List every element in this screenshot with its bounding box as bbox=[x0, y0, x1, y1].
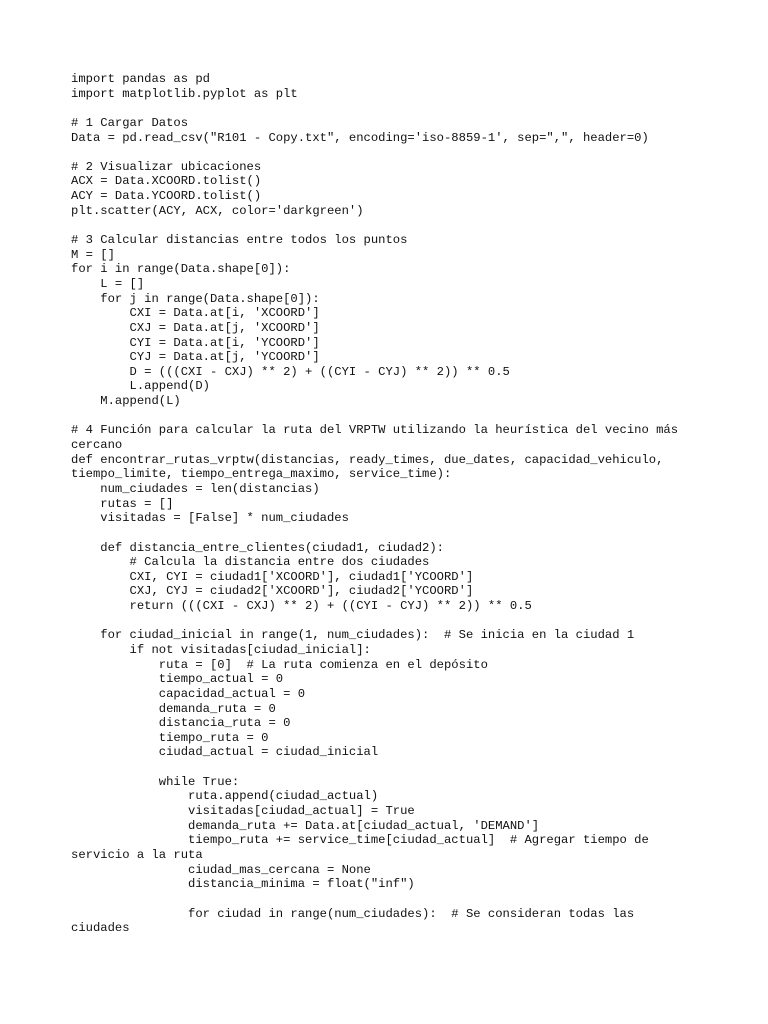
code-line: tiempo_actual = 0 bbox=[71, 672, 284, 687]
code-line: rutas = [] bbox=[71, 496, 174, 511]
code-line: distancia_ruta = 0 bbox=[71, 716, 291, 731]
code-line: ACY = Data.YCOORD.tolist() bbox=[71, 189, 262, 204]
code-line: plt.scatter(ACY, ACX, color='darkgreen') bbox=[71, 203, 364, 218]
code-line: def distancia_entre_clientes(ciudad1, ciudad2): bbox=[71, 540, 444, 555]
code-line: distancia_minima = float("inf") bbox=[71, 877, 415, 892]
code-line: capacidad_actual = 0 bbox=[71, 686, 306, 701]
code-line: D = (((CXI - CXJ) ** 2) + ((CYI - CYJ) ** 2)) ** 0.5 bbox=[71, 364, 510, 379]
code-line: CXJ, CYJ = ciudad2['XCOORD'], ciudad2['YCOORD'] bbox=[71, 584, 474, 599]
code-line bbox=[71, 760, 701, 775]
code-line: cercano bbox=[71, 438, 123, 453]
code-line: CYI = Data.at[i, 'YCOORD'] bbox=[71, 335, 320, 350]
code-line: CXJ = Data.at[j, 'XCOORD'] bbox=[71, 320, 320, 335]
code-line bbox=[71, 526, 701, 541]
code-line: ciudad_mas_cercana = None bbox=[71, 862, 371, 877]
code-line: CXI, CYI = ciudad1['XCOORD'], ciudad1['YCOORD'] bbox=[71, 569, 474, 584]
code-line bbox=[71, 145, 701, 160]
code-line: import pandas as pd bbox=[71, 72, 210, 86]
code-line: L = [] bbox=[71, 276, 145, 291]
code-line: CXI = Data.at[i, 'XCOORD'] bbox=[71, 306, 320, 321]
code-line: while True: bbox=[71, 774, 240, 789]
code-line: M = [] bbox=[71, 247, 115, 262]
code-line: ruta.append(ciudad_actual) bbox=[71, 789, 379, 804]
code-line: # 4 Función para calcular la ruta del VRPTW utilizando la heurística del vecino más bbox=[71, 423, 679, 438]
code-line bbox=[71, 218, 701, 233]
code-line: # 1 Cargar Datos bbox=[71, 115, 189, 130]
code-line: import matplotlib.pyplot as plt bbox=[71, 86, 298, 101]
code-line: demanda_ruta += Data.at[ciudad_actual, 'DEMAND'] bbox=[71, 818, 540, 833]
code-line: tiempo_ruta = 0 bbox=[71, 730, 269, 745]
code-line: M.append(L) bbox=[71, 394, 181, 409]
code-line: ciudad_actual = ciudad_inicial bbox=[71, 745, 379, 760]
code-line: for i in range(Data.shape[0]): bbox=[71, 262, 291, 277]
code-line: demanda_ruta = 0 bbox=[71, 701, 276, 716]
code-line: ruta = [0] # La ruta comienza en el depósito bbox=[71, 657, 488, 672]
code-line: tiempo_ruta += service_time[ciudad_actual] # Agregar tiempo de bbox=[71, 833, 649, 848]
code-line: if not visitadas[ciudad_inicial]: bbox=[71, 642, 371, 657]
code-block bbox=[71, 72, 701, 936]
code-line: num_ciudades = len(distancias) bbox=[71, 481, 320, 496]
code-line: # 2 Visualizar ubicaciones bbox=[71, 159, 262, 174]
code-line: ciudades bbox=[71, 921, 130, 936]
code-line bbox=[71, 614, 701, 629]
code-line bbox=[71, 101, 701, 116]
code-line: tiempo_limite, tiempo_entrega_maximo, service_time): bbox=[71, 467, 452, 482]
code-line bbox=[71, 409, 701, 424]
code-line: for ciudad in range(num_ciudades): # Se consideran todas las bbox=[71, 906, 635, 921]
code-line bbox=[71, 892, 701, 907]
code-line: servicio a la ruta bbox=[71, 847, 203, 862]
code-line: Data = pd.read_csv("R101 - Copy.txt", encoding='iso-8859-1', sep=",", header=0) bbox=[71, 130, 649, 145]
code-line: for ciudad_inicial in range(1, num_ciudades): # Se inicia en la ciudad 1 bbox=[71, 628, 635, 643]
code-line: def encontrar_rutas_vrptw(distancias, ready_times, due_dates, capacidad_vehiculo, bbox=[71, 452, 664, 467]
code-line: CYJ = Data.at[j, 'YCOORD'] bbox=[71, 350, 320, 365]
code-line: visitadas[ciudad_actual] = True bbox=[71, 804, 415, 819]
code-line: ACX = Data.XCOORD.tolist() bbox=[71, 174, 262, 189]
code-line: # Calcula la distancia entre dos ciudades bbox=[71, 555, 430, 570]
code-line: # 3 Calcular distancias entre todos los puntos bbox=[71, 233, 408, 248]
code-line: visitadas = [False] * num_ciudades bbox=[71, 511, 349, 526]
code-line: for j in range(Data.shape[0]): bbox=[71, 291, 320, 306]
code-line: return (((CXI - CXJ) ** 2) + ((CYI - CYJ) ** 2)) ** 0.5 bbox=[71, 599, 532, 614]
code-line: L.append(D) bbox=[71, 379, 210, 394]
